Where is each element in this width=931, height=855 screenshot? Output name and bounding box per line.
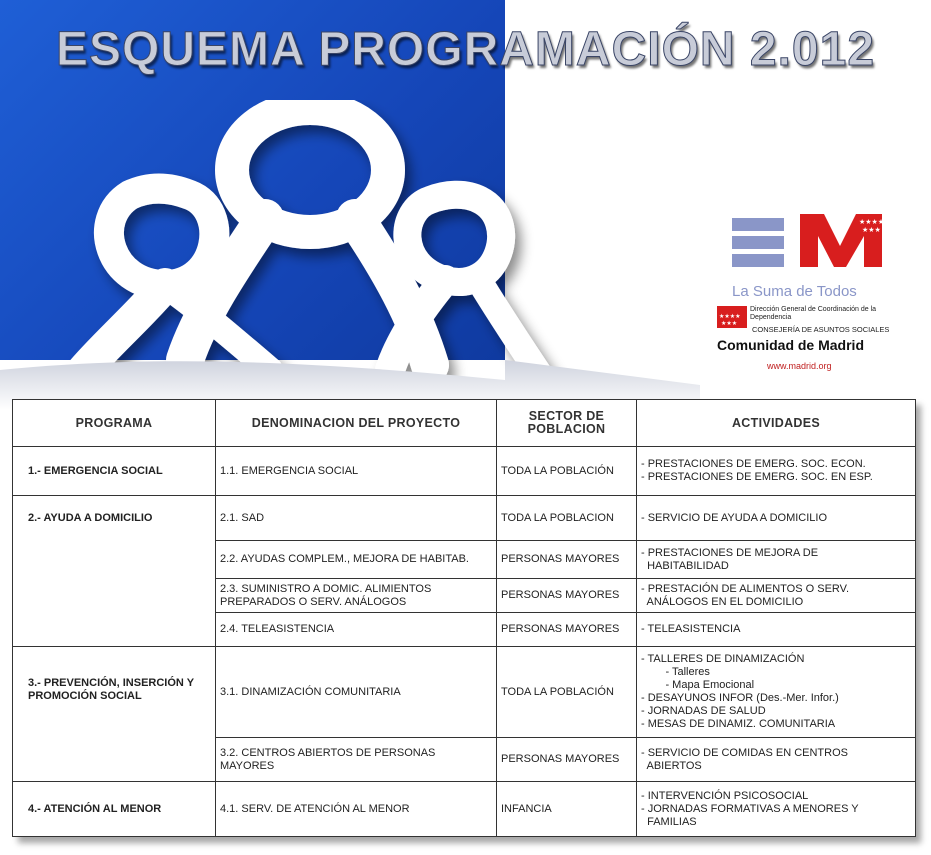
svg-text:★★★★: ★★★★: [719, 313, 741, 320]
project-name: 4.1. SERV. DE ATENCIÓN AL MENOR: [216, 782, 497, 837]
logo-conserjeria: CONSEJERÍA DE ASUNTOS SOCIALES: [752, 325, 890, 334]
project-sector: TODA LA POBLACIÓN: [497, 647, 637, 738]
logo-direccion: Dirección General de Coordinación de la Dependencia: [750, 306, 877, 321]
header-actividades: ACTIVIDADES: [637, 400, 916, 447]
svg-text:★★★: ★★★: [862, 226, 881, 234]
activities-text: - SERVICIO DE AYUDA A DOMICILIO: [641, 511, 828, 524]
activities-text: - PRESTACIÓN DE ALIMENTOS O SERV. ANÁLOGOS EN EL DOMICILIO: [641, 582, 850, 608]
svg-text:★★★★: ★★★★: [859, 218, 885, 226]
logo-web-link[interactable]: www.madrid.org: [767, 361, 832, 371]
header-sector: SECTOR DE POBLACION: [497, 400, 637, 447]
program-table: [12, 399, 916, 837]
logo-tagline: La Suma de Todos: [732, 283, 857, 300]
table-row: [13, 496, 916, 541]
program-name: 4.- ATENCIÓN AL MENOR: [13, 782, 216, 837]
comunidad-madrid-logo: [712, 210, 912, 380]
activities-text: - INTERVENCIÓN PSICOSOCIAL - JORNADAS FORMATIVAS A MENORES Y FAMILIAS: [641, 789, 859, 828]
logo-comunidad: Comunidad de Madrid: [717, 337, 864, 353]
activities-text: - SERVICIO DE COMIDAS EN CENTROS ABIERTOS: [641, 746, 848, 772]
table-row: [13, 782, 916, 837]
project-sector: TODA LA POBLACION: [497, 496, 637, 541]
project-name: 1.1. EMERGENCIA SOCIAL: [216, 447, 497, 496]
madrid-flag-icon: [717, 306, 747, 328]
page-title: ESQUEMA PROGRAMACIÓN 2.012: [55, 23, 876, 76]
activities-text: - PRESTACIONES DE EMERG. SOC. ECON. - PRESTACIONES DE EMERG. SOC. EN ESP.: [641, 458, 873, 483]
project-activities: [637, 647, 916, 738]
project-name: 3.1. DINAMIZACIÓN COMUNITARIA: [216, 647, 497, 738]
program-name: 3.- PREVENCIÓN, INSERCIÓN Y PROMOCIÓN SOCIAL: [13, 647, 216, 782]
project-name: 2.1. SAD: [216, 496, 497, 541]
project-name: 2.3. SUMINISTRO A DOMIC. ALIMIENTOS PREPARADOS O SERV. ANÁLOGOS: [216, 579, 497, 613]
project-activities: [637, 541, 916, 579]
project-activities: [637, 738, 916, 782]
hero-curve-shadow: [0, 300, 700, 410]
project-sector: PERSONAS MAYORES: [497, 613, 637, 647]
activities-text: - TELEASISTENCIA: [641, 623, 741, 635]
project-activities: [637, 782, 916, 837]
project-sector: TODA LA POBLACIÓN: [497, 447, 637, 496]
project-sector: INFANCIA: [497, 782, 637, 837]
project-activities: [637, 496, 916, 541]
project-activities: [637, 613, 916, 647]
project-name: 2.4. TELEASISTENCIA: [216, 613, 497, 647]
activities-text: - PRESTACIONES DE MEJORA DE HABITABILIDAD: [641, 546, 819, 572]
project-sector: PERSONAS MAYORES: [497, 541, 637, 579]
project-name: 2.2. AYUDAS COMPLEM., MEJORA DE HABITAB.: [216, 541, 497, 579]
table-row: [13, 447, 916, 496]
program-table-container: [12, 399, 915, 837]
project-activities: [637, 447, 916, 496]
activities-text: - TALLERES DE DINAMIZACIÓN - Talleres - Mapa Emocional - DESAYUNOS INFOR (Des.-Mer. Infor.) - JORNADAS DE SALUD - MESAS DE DINAMIZ. COMUNITARIA: [641, 653, 839, 730]
header-programa: PROGRAMA: [13, 400, 216, 447]
project-sector: PERSONAS MAYORES: [497, 579, 637, 613]
program-name: 1.- EMERGENCIA SOCIAL: [13, 447, 216, 496]
table-header-row: [13, 400, 916, 447]
project-sector: PERSONAS MAYORES: [497, 738, 637, 782]
project-activities: [637, 579, 916, 613]
em-logo-icon: [712, 210, 912, 280]
program-name: 2.- AYUDA A DOMICILIO: [13, 496, 216, 647]
table-row: [13, 647, 916, 738]
project-name: 3.2. CENTROS ABIERTOS DE PERSONAS MAYORES: [216, 738, 497, 782]
header-denominacion: DENOMINACION DEL PROYECTO: [216, 400, 497, 447]
svg-text:★★★: ★★★: [721, 320, 738, 327]
